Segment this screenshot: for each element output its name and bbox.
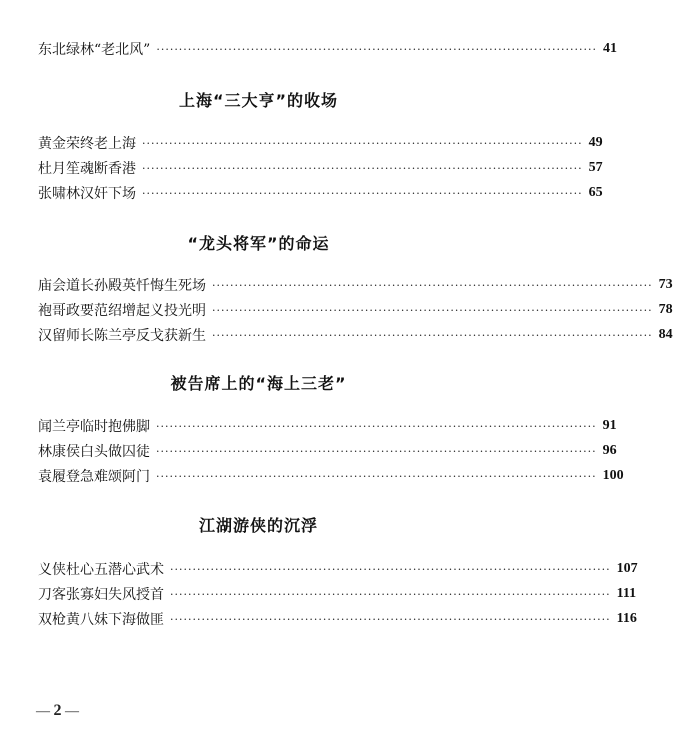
toc-entry-title: 闻兰亭临时抱佛脚 — [38, 419, 150, 435]
toc-entry-title: 双枪黄八妹下海做匪 — [38, 612, 164, 628]
toc-entry-page: 41 — [603, 41, 617, 56]
toc-entry-page: 49 — [588, 135, 603, 150]
toc-entry — [38, 299, 673, 321]
toc-entry — [38, 583, 637, 605]
toc-entry — [38, 415, 617, 437]
dot-leader: ·································································································· — [170, 562, 611, 576]
dot-leader: ·································································································· — [212, 328, 653, 342]
toc-entry-page: 107 — [616, 561, 638, 576]
dot-leader: ·································································································· — [142, 136, 583, 150]
toc-entry-title: 黄金荣终老上海 — [38, 136, 136, 152]
toc-entry-page: 57 — [588, 160, 603, 175]
dot-leader: ·································································································· — [142, 186, 583, 200]
section-heading: “龙头将军”的命运 — [187, 234, 330, 253]
page-number: 2 — [53, 702, 62, 719]
toc-entry — [38, 274, 673, 296]
footer-dash-left: — — [36, 704, 54, 719]
toc-entry-page: 91 — [602, 418, 617, 433]
toc-entry-title: 庙会道长孙殿英忏悔生死场 — [38, 278, 206, 294]
toc-entry — [38, 38, 617, 60]
toc-entry-title: 汉留师长陈兰亭反戈获新生 — [38, 328, 206, 344]
toc-entry — [38, 558, 638, 580]
toc-entry — [38, 132, 603, 154]
section-heading: 江湖游侠的沉浮 — [198, 516, 318, 535]
toc-entry — [38, 440, 617, 462]
toc-entry-page: 84 — [658, 327, 673, 342]
toc-entry-title: 杜月笙魂断香港 — [38, 161, 136, 177]
toc-entry-page: 116 — [616, 611, 637, 626]
dot-leader: ·································································································· — [156, 444, 597, 458]
footer-dash-right: — — [61, 704, 79, 719]
toc-entry-page: 73 — [658, 277, 673, 292]
dot-leader: ·································································································· — [212, 278, 653, 292]
dot-leader: ·································································································· — [170, 587, 611, 601]
toc-entry-page: 96 — [602, 443, 617, 458]
toc-entry-page: 100 — [602, 468, 624, 483]
dot-leader: ·································································································· — [142, 161, 583, 175]
toc-entry — [38, 608, 637, 630]
dot-leader: ·································································································· — [156, 419, 597, 433]
toc-entry — [38, 182, 603, 204]
toc-entry-title: 义侠杜心五潜心武术 — [38, 562, 164, 578]
toc-entry-title: 林康侯白头做囚徒 — [38, 444, 150, 460]
dot-leader: ·································································································· — [156, 469, 597, 483]
toc-entry-title: 张啸林汉奸下场 — [38, 186, 136, 202]
toc-entry-title: 袁履登急难颂阿门 — [38, 469, 150, 485]
toc-entry-page: 78 — [658, 302, 673, 317]
toc-entry-title: 东北绿林“老北风” — [38, 42, 151, 58]
dot-leader: ·································································································· — [212, 303, 653, 317]
dot-leader: ·································································································· — [156, 42, 597, 56]
section-heading: 被告席上的“海上三老” — [170, 374, 347, 393]
dot-leader: ·································································································· — [170, 612, 611, 626]
toc-entry — [38, 324, 673, 346]
toc-entry-page: 111 — [616, 586, 637, 601]
section-heading: 上海“三大亨”的收场 — [178, 91, 339, 110]
toc-entry-page: 65 — [588, 185, 603, 200]
toc-entry-title: 袍哥政要范绍增起义投光明 — [38, 303, 206, 319]
page-footer — [36, 702, 79, 720]
toc-entry-title: 刀客张寡妇失风授首 — [38, 587, 164, 603]
toc-entry — [38, 465, 624, 487]
toc-entry — [38, 157, 603, 179]
